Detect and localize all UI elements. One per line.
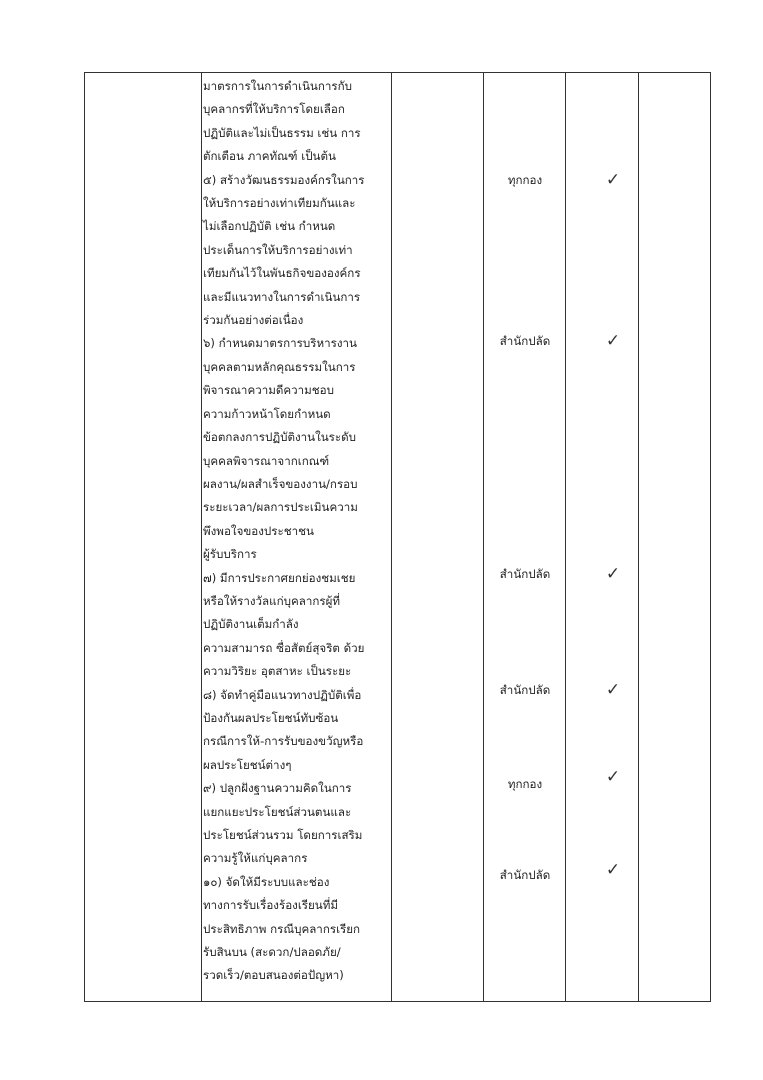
measure-line: บุคลากรที่ให้บริการโดยเลือก — [203, 102, 345, 117]
measure-line: ประสิทธิภาพ กรณีบุคลากรเรียก — [203, 921, 361, 936]
responsible-unit: สำนักปลัด — [499, 334, 551, 348]
measure-line: ไม่เลือกปฏิบัติ เช่น กำหนด — [203, 219, 336, 234]
measure-line: รวดเร็ว/ตอบสนองต่อปัญหา) — [203, 968, 344, 983]
check-mark-icon: ✓ — [605, 331, 621, 351]
measure-line: บุคคลพิจารณาจากเกณฑ์ — [203, 453, 330, 468]
measures-table — [84, 72, 711, 1002]
measure-line: แยกแยะประโยชน์ส่วนตนและ — [203, 804, 352, 819]
measure-line: กรณีการให้-การรับของขวัญหรือ — [203, 734, 364, 749]
measure-line: ความสามารถ ซื่อสัตย์สุจริต ด้วย — [203, 640, 365, 655]
measure-item-5 — [203, 169, 393, 333]
measure-line: บุคคลตามหลักคุณธรรมในการ — [203, 359, 356, 374]
measure-line: ความก้าวหน้าโดยกำหนด — [203, 406, 331, 421]
measure-line: ๖) กำหนดมาตรการบริหารงาน — [203, 336, 357, 351]
measure-line: ๕) สร้างวัฒนธรรมองค์กรในการ — [203, 172, 365, 187]
measure-item-8 — [203, 684, 393, 778]
measure-line: ๙) ปลูกฝังฐานความคิดในการ — [203, 781, 352, 796]
measure-item-7 — [203, 567, 393, 684]
column-divider-1 — [201, 73, 202, 1001]
measure-line: ปฏิบัติและไม่เป็นธรรม เช่น การ — [203, 125, 361, 140]
measure-line: ความรู้ให้แก่บุคลากร — [203, 851, 308, 866]
check-mark-icon: ✓ — [605, 767, 621, 787]
measure-line: ความวิริยะ อุตสาหะ เป็นระยะ — [203, 664, 352, 679]
measure-line: เทียมกันไว้ในพันธกิจขององค์กร — [203, 266, 361, 281]
measure-item-continued — [203, 75, 393, 169]
measure-line: ร่วมกันอย่างต่อเนื่อง — [203, 313, 304, 328]
measure-line: รับสินบน (สะดวก/ปลอดภัย/ — [203, 945, 341, 960]
measure-line: ผลประโยชน์ต่างๆ — [203, 757, 292, 772]
measure-line: ประโยชน์ส่วนรวม โดยการเสริม — [203, 828, 363, 842]
measure-line: ผลงาน/ผลสำเร็จของงาน/กรอบ — [203, 476, 358, 491]
measure-line: ระยะเวลา/ผลการประเมินความ — [203, 500, 358, 515]
responsible-unit: ทุกกอง — [507, 777, 543, 791]
measure-line: ป้องกันผลประโยชน์ทับซ้อน — [203, 710, 339, 725]
measure-line: ทางการรับเรื่องร้องเรียนที่มี — [203, 898, 339, 913]
measure-item-9 — [203, 777, 393, 871]
measure-item-6 — [203, 332, 393, 566]
measure-line: ข้อตกลงการปฏิบัติงานในระดับ — [203, 430, 357, 445]
column-divider-4 — [565, 73, 566, 1001]
responsible-unit: สำนักปลัด — [499, 567, 551, 581]
measure-line: พิจารณาความดีความชอบ — [203, 383, 334, 398]
measure-line: ๘) จัดทำคู่มือแนวทางปฏิบัติเพื่อ — [203, 687, 362, 702]
check-mark-icon: ✓ — [605, 564, 621, 584]
measure-item-10 — [203, 871, 393, 988]
measure-line: มาตรการในการดำเนินการกับ — [203, 79, 352, 93]
measure-text-column — [203, 75, 393, 988]
check-mark-icon: ✓ — [605, 860, 621, 880]
column-divider-3 — [483, 73, 484, 1001]
responsible-unit: ทุกกอง — [507, 173, 543, 187]
check-mark-icon: ✓ — [605, 680, 621, 700]
measure-line: ผู้รับบริการ — [203, 547, 257, 562]
measure-line: พึงพอใจของประชาชน — [203, 523, 314, 538]
measure-line: ประเด็นการให้บริการอย่างเท่า — [203, 242, 353, 257]
responsible-unit: สำนักปลัด — [499, 683, 551, 697]
measure-line: และมีแนวทางในการดำเนินการ — [203, 289, 361, 304]
measure-line: ๗) มีการประกาศยกย่องชมเชย — [203, 570, 356, 585]
responsible-unit: สำนักปลัด — [499, 868, 551, 882]
measure-line: ตักเตือน ภาคทัณฑ์ เป็นต้น — [203, 149, 336, 164]
check-mark-icon: ✓ — [605, 170, 621, 190]
measure-line: ให้บริการอย่างเท่าเทียมกันและ — [203, 196, 356, 211]
measure-line: หรือให้รางวัลแก่บุคลากรผู้ที่ — [203, 593, 341, 608]
measure-line: ปฏิบัติงานเต็มกำลัง — [203, 617, 299, 632]
measure-line: ๑๐) จัดให้มีระบบและช่อง — [203, 874, 330, 889]
